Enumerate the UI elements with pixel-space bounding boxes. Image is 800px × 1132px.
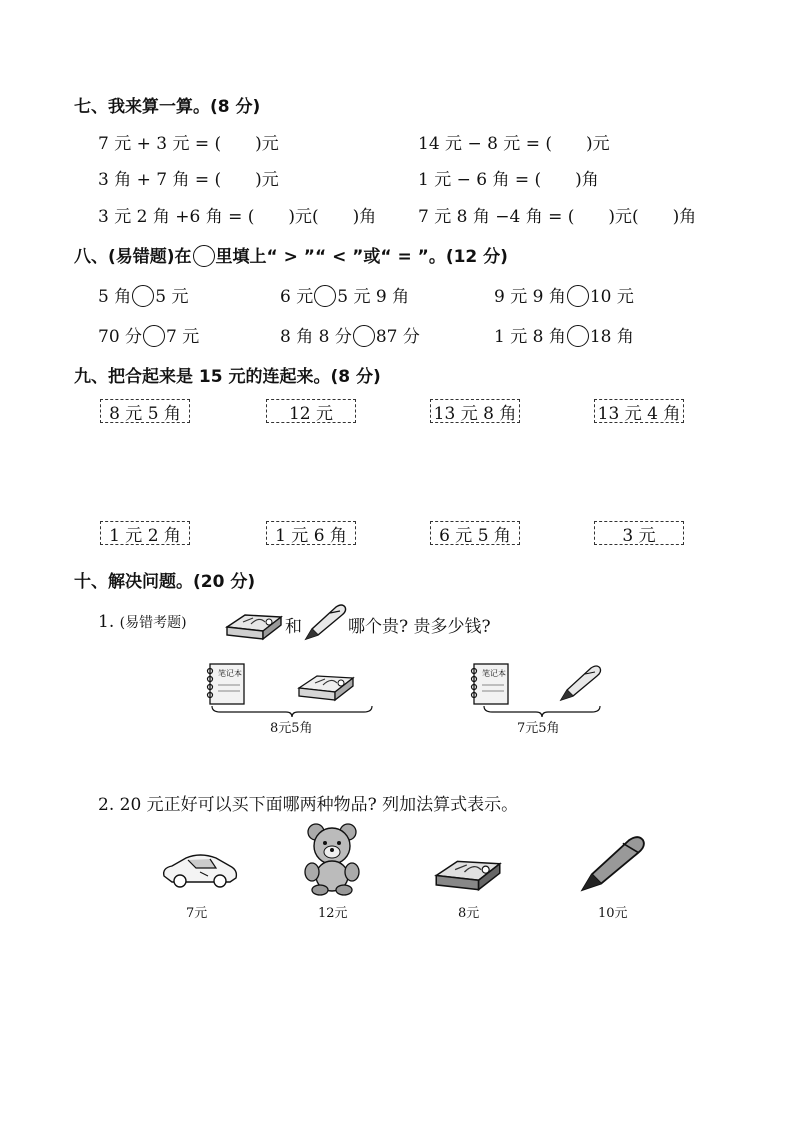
section-8-title-a: 八、(易错题)在	[74, 247, 192, 267]
pen-icon	[302, 603, 348, 643]
question-number: 1.	[98, 612, 115, 632]
compare-item	[98, 322, 199, 347]
compare-right: 7 元	[166, 327, 200, 347]
compare-item	[280, 322, 420, 347]
match-card-bottom[interactable]: 1 元 6 角	[266, 521, 356, 545]
match-card-top[interactable]: 12 元	[266, 399, 356, 423]
match-card-bottom[interactable]: 3 元	[594, 521, 684, 545]
section-9-title: 九、把合起来是 15 元的连起来。(8 分)	[74, 367, 381, 387]
toy-car-icon	[160, 846, 240, 890]
question-1	[98, 612, 187, 632]
item-price: 12元	[318, 906, 348, 921]
calc-item: 7 元 + 3 元 = ( )元	[98, 134, 279, 154]
total-price: 8元5角	[270, 721, 313, 736]
total-price: 7元5角	[517, 721, 560, 736]
q1-ask: 哪个贵? 贵多少钱?	[348, 617, 491, 637]
section-8-title	[74, 242, 508, 267]
section-8-title-b: 里填上“ > ”“ < ”或“ = ”。(12 分)	[215, 247, 508, 267]
compare-item	[494, 322, 634, 347]
pencil-box-icon	[432, 852, 504, 892]
notebook-label: 笔记本	[218, 669, 242, 678]
item-price: 8元	[458, 906, 480, 921]
compare-left: 70 分	[98, 327, 143, 347]
notebook-label: 笔记本	[482, 669, 506, 678]
answer-circle[interactable]	[314, 285, 336, 307]
compare-right: 18 角	[589, 327, 634, 347]
brace	[482, 704, 602, 718]
compare-left: 1 元 8 角	[494, 327, 566, 347]
compare-right: 5 元 9 角	[337, 287, 410, 307]
question-2: 2. 20 元正好可以买下面哪两种物品? 列加法算式表示。	[98, 795, 519, 815]
compare-right: 87 分	[375, 327, 420, 347]
compare-left: 9 元 9 角	[494, 287, 566, 307]
match-card-bottom[interactable]: 6 元 5 角	[430, 521, 520, 545]
compare-item	[98, 282, 188, 307]
compare-left: 8 角 8 分	[280, 327, 352, 347]
answer-circle[interactable]	[567, 325, 589, 347]
teddy-bear-icon	[302, 822, 362, 896]
calc-item: 3 元 2 角 +6 角 = ( )元( )角	[98, 207, 377, 227]
calc-item: 14 元 − 8 元 = ( )元	[418, 134, 610, 154]
section-7-title: 七、我来算一算。(8 分)	[74, 97, 261, 117]
q1-and: 和	[285, 617, 302, 637]
calc-item: 3 角 + 7 角 = ( )元	[98, 170, 279, 190]
answer-circle[interactable]	[143, 325, 165, 347]
section-10-title: 十、解决问题。(20 分)	[74, 572, 256, 592]
question-tag: (易错考题)	[119, 615, 187, 631]
compare-circle-icon	[193, 245, 215, 267]
answer-circle[interactable]	[567, 285, 589, 307]
answer-circle[interactable]	[132, 285, 154, 307]
calc-item: 7 元 8 角 −4 角 = ( )元( )角	[418, 207, 697, 227]
compare-item	[280, 282, 409, 307]
calc-item: 1 元 − 6 角 = ( )角	[418, 170, 599, 190]
compare-left: 6 元	[280, 287, 314, 307]
compare-right: 5 元	[155, 287, 189, 307]
pencil-box-icon	[225, 607, 283, 641]
pencil-box-icon	[296, 668, 356, 702]
compare-left: 5 角	[98, 287, 132, 307]
pen-icon	[556, 664, 604, 704]
answer-circle[interactable]	[353, 325, 375, 347]
compare-item	[494, 282, 634, 307]
match-card-top[interactable]: 13 元 8 角	[430, 399, 520, 423]
item-price: 7元	[186, 906, 208, 921]
match-card-bottom[interactable]: 1 元 2 角	[100, 521, 190, 545]
pen-icon	[574, 834, 650, 896]
match-card-top[interactable]: 13 元 4 角	[594, 399, 684, 423]
item-price: 10元	[598, 906, 628, 921]
match-card-top[interactable]: 8 元 5 角	[100, 399, 190, 423]
compare-right: 10 元	[589, 287, 634, 307]
brace	[210, 704, 374, 718]
